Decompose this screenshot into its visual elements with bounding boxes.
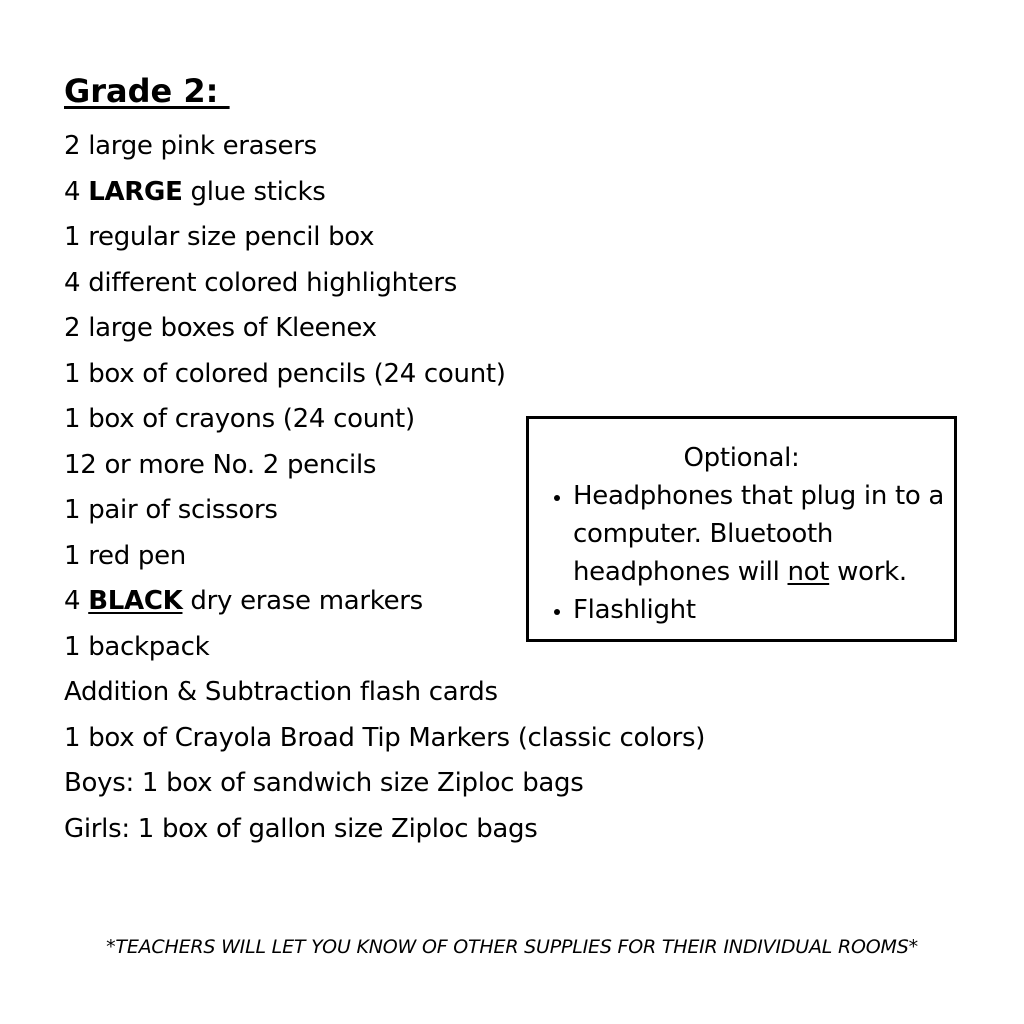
list-item: 2 large boxes of Kleenex <box>64 313 377 343</box>
optional-item-headphones: • Headphones that plug in to a computer. Bluetooth headphones will not work. <box>573 477 954 591</box>
list-item: 2 large pink erasers <box>64 131 317 161</box>
optional-list <box>529 477 954 629</box>
page-title: Grade 2: <box>64 72 230 110</box>
emphasis-text: LARGE <box>88 176 183 207</box>
list-item: 1 red pen <box>64 540 186 571</box>
list-item: 1 pair of scissors <box>64 495 278 525</box>
optional-heading: Optional: <box>683 443 800 473</box>
list-item: Boys: 1 box of sandwich size Ziploc bags <box>64 768 584 798</box>
optional-item-flashlight: • Flashlight <box>573 591 954 629</box>
list-item: Girls: 1 box of gallon size Ziploc bags <box>64 813 538 844</box>
footer-note: *TEACHERS WILL LET YOU KNOW OF OTHER SUPPLIES FOR THEIR INDIVIDUAL ROOMS* <box>106 936 918 958</box>
list-item: 4 BLACK dry erase markers <box>64 586 423 616</box>
list-item: 1 backpack <box>64 631 210 662</box>
list-item: 1 box of Crayola Broad Tip Markers (classic colors) <box>64 722 706 753</box>
list-item: 4 different colored highlighters <box>64 267 458 298</box>
underlined-text: not <box>787 557 830 587</box>
list-item: 1 box of colored pencils (24 count) <box>64 358 506 389</box>
optional-box <box>526 416 957 642</box>
list-item: 1 box of crayons (24 count) <box>64 404 415 434</box>
emphasis-text: BLACK <box>88 586 183 616</box>
list-item: 1 regular size pencil box <box>64 222 375 252</box>
list-item: 4 LARGE glue sticks <box>64 176 326 207</box>
list-item: Addition & Subtraction flash cards <box>64 677 498 707</box>
list-item: 12 or more No. 2 pencils <box>64 449 377 480</box>
